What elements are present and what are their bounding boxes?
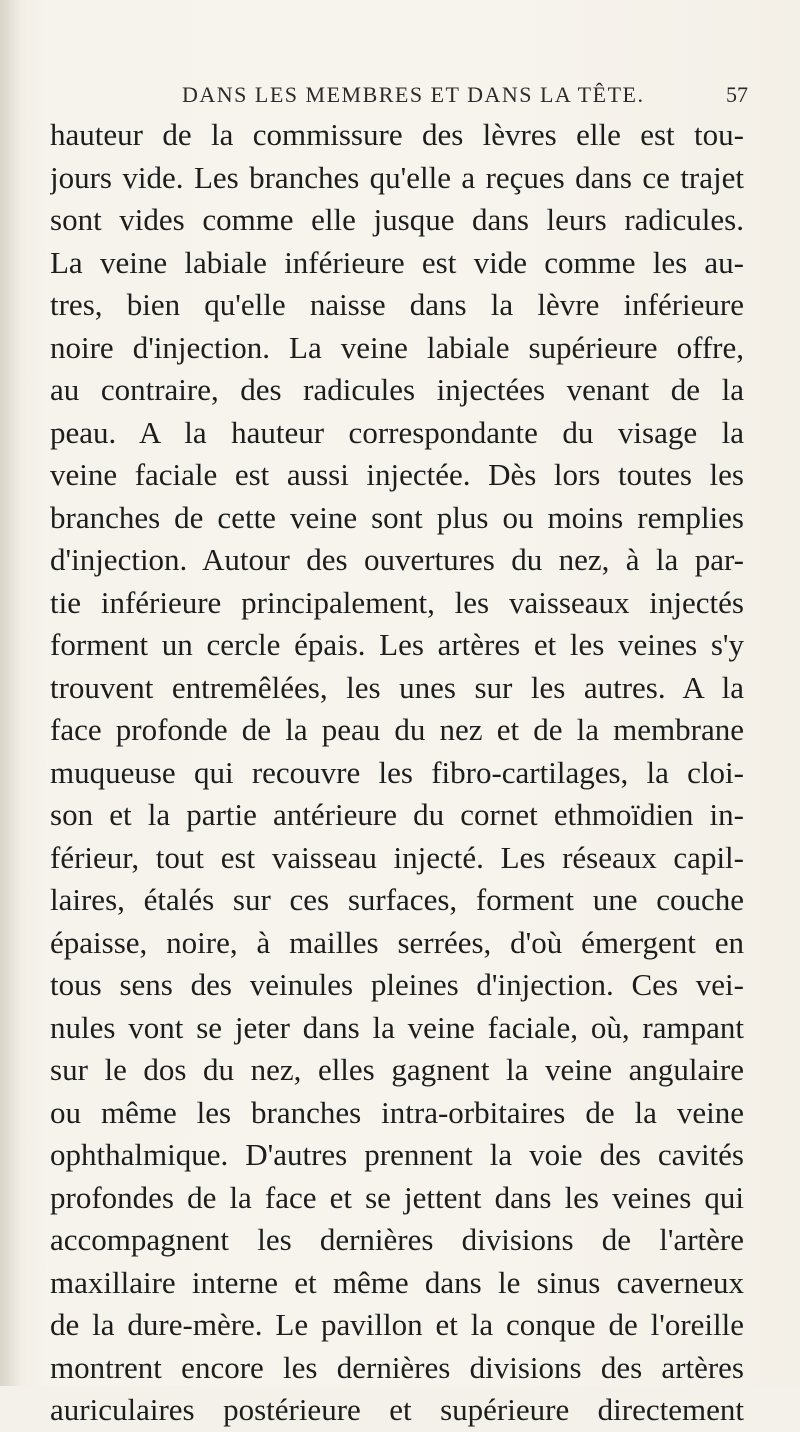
text-line: muqueuse qui recouvre les fibro-cartilages, la cloi- <box>50 754 744 790</box>
text-line: montrent encore les dernières divisions des artères <box>50 1349 744 1385</box>
text-line: trouvent entremêlées, les unes sur les autres. A la <box>50 669 744 705</box>
text-line: ou même les branches intra-orbitaires de la veine <box>50 1094 744 1130</box>
text-line: auriculaires postérieure et supérieure directement <box>50 1392 744 1427</box>
text-line: La veine labiale inférieure est vide comme les au- <box>50 244 744 280</box>
text-line: tous sens des veinules pleines d'injection. Ces vei- <box>50 967 744 1002</box>
text-line: tres, bien qu'elle naisse dans la lèvre inférieure <box>50 287 744 322</box>
text-line: noire d'injection. La veine labiale supérieure offre, <box>50 329 744 365</box>
text-line: son et la partie antérieure du cornet ethmoïdien in- <box>50 797 744 832</box>
running-title: DANS LES MEMBRES ET DANS LA TÊTE. <box>182 82 645 107</box>
text-line: accompagnent les dernières divisions de l'artère <box>50 1222 744 1257</box>
text-line: veine faciale est aussi injectée. Dès lors toutes les <box>50 457 744 492</box>
text-line: d'injection. Autour des ouvertures du nez, à la par- <box>50 542 744 577</box>
text-line: face profonde de la peau du nez et de la membrane <box>50 712 744 747</box>
page-gutter-shadow <box>0 0 22 1386</box>
text-line: nules vont se jeter dans la veine faciale, où, rampant <box>50 1009 744 1045</box>
text-line: branches de cette veine sont plus ou moins remplies <box>50 499 744 535</box>
text-line: sur le dos du nez, elles gagnent la veine angulaire <box>50 1052 744 1087</box>
page-number: 57 <box>726 82 748 107</box>
text-line: sont vides comme elle jusque dans leurs radicules. <box>50 202 744 237</box>
text-line: profondes de la face et se jettent dans les veines qui <box>50 1179 744 1215</box>
text-line: jours vide. Les branches qu'elle a reçues dans ce trajet <box>50 159 744 195</box>
page-header <box>40 74 748 114</box>
text-line: épaisse, noire, à mailles serrées, d'où émergent en <box>50 924 744 960</box>
text-line: laires, étalés sur ces surfaces, forment une couche <box>50 882 744 917</box>
text-line: de la dure-mère. Le pavillon et la conque de l'oreille <box>50 1307 744 1342</box>
text-line: ophthalmique. D'autres prennent la voie des cavités <box>50 1137 744 1172</box>
text-line: au contraire, des radicules injectées venant de la <box>50 372 744 407</box>
text-line: forment un cercle épais. Les artères et les veines s'y <box>50 627 744 662</box>
body-text <box>50 114 744 1432</box>
text-line: maxillaire interne et même dans le sinus caverneux <box>50 1264 744 1300</box>
text-line: férieur, tout est vaisseau injecté. Les réseaux capil- <box>50 839 744 875</box>
text-line: hauteur de la commissure des lèvres elle est tou- <box>50 117 744 152</box>
text-line: peau. A la hauteur correspondante du visage la <box>50 414 744 450</box>
text-line: tie inférieure principalement, les vaisseaux injectés <box>50 584 744 620</box>
